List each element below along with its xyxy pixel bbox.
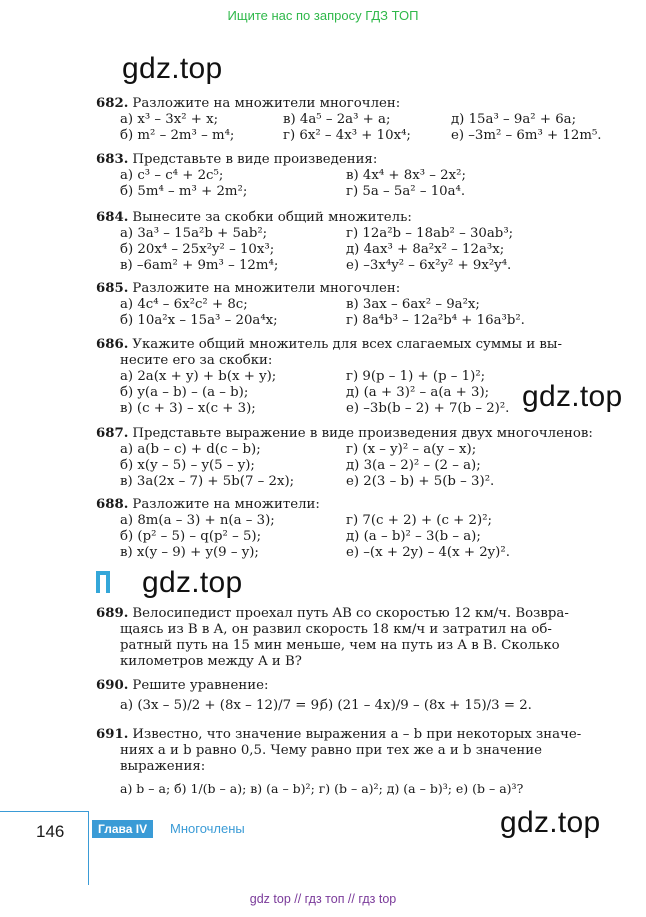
watermark: gdz.top [522,380,623,413]
problem-item: е) –(x + 2y) – 4(x + 2y)². [346,545,510,560]
chapter-title: Многочлены [170,821,245,836]
search-banner: Ищите нас по запросу ГДЗ ТОП [227,8,419,23]
problem-685 [96,281,616,329]
problem-item: а) x³ – 3x² + x; [120,112,219,127]
problem-item: а) 4c⁴ – 6x²c² + 8c; [120,297,248,312]
problem-item: г) 9(p – 1) + (p – 1)²; [346,369,486,384]
problem-item: а) (3x – 5)/2 + (8x – 12)/7 = 9; [120,698,324,713]
problem-text-line: Велосипедист проехал путь AB со скоростью 12 км/ч. Возвра- [132,606,569,621]
problem-684 [96,210,616,274]
problem-item: д) (a + 3)² – a(a + 3); [346,385,490,400]
problem-686 [96,337,616,417]
problem-item: а) c³ – c⁴ + 2c⁵; [120,168,224,183]
problem-689 [96,606,616,670]
footer-rule [0,811,88,812]
problem-number: 687. [96,426,129,441]
problem-task: Представьте выражение в виде произведения двух многочленов: [132,426,593,441]
chapter-badge: Глава IV [92,820,153,838]
problem-text-line: ниях a и b равно 0,5. Чему равно при тех же a и b значение [120,743,543,758]
problem-item: б) y(a – b) – (a – b); [120,385,249,400]
problem-item: е) –3m² – 6m³ + 12m⁵. [451,128,602,143]
problem-task: Разложите на множители многочлен: [132,281,401,296]
problem-item: б) (21 – 4x)/9 – (8x + 15)/3 = 2. [320,698,532,713]
problem-item: д) (a – b)² – 3(b – a); [346,529,481,544]
problem-item: б) m² – 2m³ – m⁴; [120,128,235,143]
problem-number: 686. [96,337,129,352]
problem-task: Укажите общий множитель для всех слагаемых суммы и вы- [132,337,562,352]
problem-item: в) x(y – 9) + y(9 – y); [120,545,259,560]
problem-task: Представьте в виде произведения: [132,152,378,167]
problem-688 [96,497,616,561]
problem-item: б) x(y – 5) – y(5 – y); [120,458,255,473]
problem-number: 689. [96,606,129,621]
problem-item: в) (c + 3) – x(c + 3); [120,401,256,416]
problem-item: в) 3a(2x – 7) + 5b(7 – 2x); [120,474,295,489]
problem-item: г) 7(c + 2) + (c + 2)²; [346,513,492,528]
problem-item: а) a(b – c) + d(c – b); [120,442,261,457]
problem-number: 685. [96,281,129,296]
problem-number: 691. [96,727,129,742]
problem-item: в) 3ax – 6ax² – 9a²x; [346,297,480,312]
problem-item: б) 20x⁴ – 25x²y² – 10x³; [120,242,275,257]
problem-item: д) 15a³ – 9a² + 6a; [451,112,577,127]
problem-item: б) 5m⁴ – m³ + 2m²; [120,184,248,199]
problem-text-line: километров между A и B? [120,654,302,669]
problem-number: 688. [96,497,129,512]
problem-item: а) 8m(a – 3) + n(a – 3); [120,513,275,528]
bottom-links[interactable]: gdz top // гдз топ // гдз top [249,892,397,906]
problem-number: 684. [96,210,129,225]
problem-item: д) 3(a – 2)² – (2 – a); [346,458,481,473]
problem-item: г) 8a⁴b³ – 12a²b⁴ + 16a³b². [346,313,525,328]
problem-number: 690. [96,678,129,693]
problem-number: 682. [96,96,129,111]
problem-task: Решите уравнение: [132,678,269,693]
problem-item: д) 4ax³ + 8a²x² – 12a³x; [346,242,505,257]
problem-text-line: ратный путь на 15 мин меньше, чем на путь из A в B. Сколько [120,638,560,653]
problem-item: е) 2(3 – b) + 5(b – 3)². [346,474,495,489]
problem-task-continued: несите его за скобки: [120,353,273,368]
problem-item: в) –6am² + 9m³ – 12m⁴; [120,258,279,273]
problem-682 [96,96,616,144]
problem-text-line: Известно, что значение выражения a – b при некоторых значе- [132,727,582,742]
watermark: gdz.top [142,566,243,599]
problem-item: б) 10a²x – 15a³ – 20a⁴x; [120,313,278,328]
problem-number: 683. [96,152,129,167]
problem-item: г) 6x² – 4x³ + 10x⁴; [283,128,411,143]
problem-687 [96,426,616,490]
problem-task: Разложите на множители многочлен: [132,96,401,111]
problem-691 [96,727,616,797]
problem-item: е) –3x⁴y² – 6x²y² + 9x²y⁴. [346,258,512,273]
problem-683 [96,152,616,200]
page-number: 146 [36,822,65,841]
problem-item: а) 2a(x + y) + b(x + y); [120,369,277,384]
problem-item: в) 4a⁵ – 2a³ + a; [283,112,391,127]
problem-item: г) (x – y)² – a(y – x); [346,442,477,457]
problem-text-line: щаясь из B в A, он развил скорость 18 км/ч и затратил на об- [120,622,552,637]
problem-text-line: выражения: [120,759,206,774]
problem-item: г) 12a²b – 18ab² – 30ab³; [346,226,514,241]
problem-item: е) –3b(b – 2) + 7(b – 2)². [346,401,510,416]
problem-options: а) b – a; б) 1/(b – a); в) (a – b)²; г) (b – a)²; д) (a – b)³; е) (b – a)³? [120,781,524,796]
problem-item: г) 5a – 5a² – 10a⁴. [346,184,466,199]
problem-task: Вынесите за скобки общий множитель: [132,210,412,225]
problem-item: б) (p² – 5) – q(p² – 5); [120,529,262,544]
footer-rule [88,811,89,885]
section-marker-icon [96,571,110,593]
problem-item: а) 3a³ – 15a²b + 5ab²; [120,226,268,241]
watermark: gdz.top [122,52,223,85]
problem-690 [96,678,616,714]
problem-item: в) 4x⁴ + 8x³ – 2x²; [346,168,466,183]
watermark: gdz.top [500,806,601,839]
problem-task: Разложите на множители: [132,497,320,512]
